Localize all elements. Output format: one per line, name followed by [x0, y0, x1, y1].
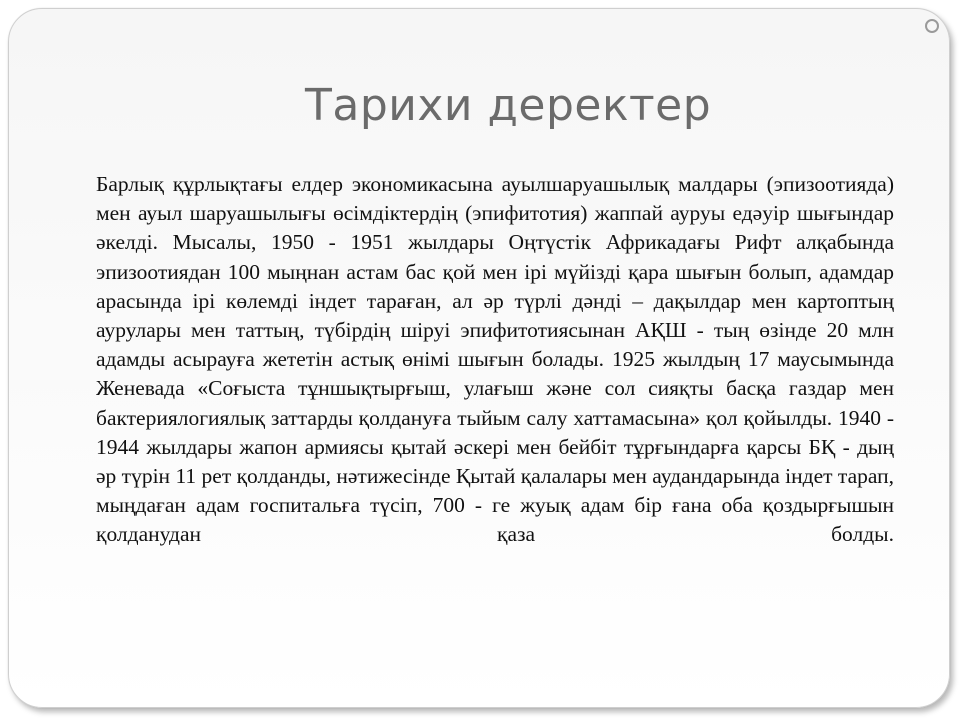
ring-ornament-icon	[925, 19, 939, 33]
slide-title: Тарихи деректер	[305, 80, 712, 131]
slide-body-text: Барлық құрлықтағы елдер экономикасына ауылшаруашылық малдары (эпизоотияда) мен ауыл шаруашылығы өсімдіктердің (эпифитотия) жаппай ауруы едәуір шығындар әкелді. Мысалы, 1950 - 1951 жылдары Оңтүстік Африкадағы Рифт алқабында эпизоотиядан 100 мыңнан астам бас қой мен ірі мүйізді қара шығын болып, адамдар арасында ірі көлемді індет тараған, ал әр түрлі дәнді – дақылдар мен картоптың аурулары мен таттың, түбірдің шіруі эпифитотиясынан АҚШ - тың өзінде 20 млн адамды асырауға жететін астық өнімі шығын болады. 1925 жылдың 17 маусымында Женевада «Соғыста тұншықтырғыш, улағыш және сол сияқты басқа газдар мен бактериялогиялық заттарды қолдануға тыйым салу хаттамасына» қол қойылды. 1940 - 1944 жылдары жапон армиясы қытай әскері мен бейбіт тұрғындарға қарсы БҚ - дың әр түрін 11 рет қолданды, нәтижесінде Қытай қалалары мен аудандарында індет тарап, мыңдаған адам госпитальға түсіп, 700 - ге жуық адам бір ғана оба қоздырғышын қолданудан қаза болды.	[96, 172, 894, 547]
